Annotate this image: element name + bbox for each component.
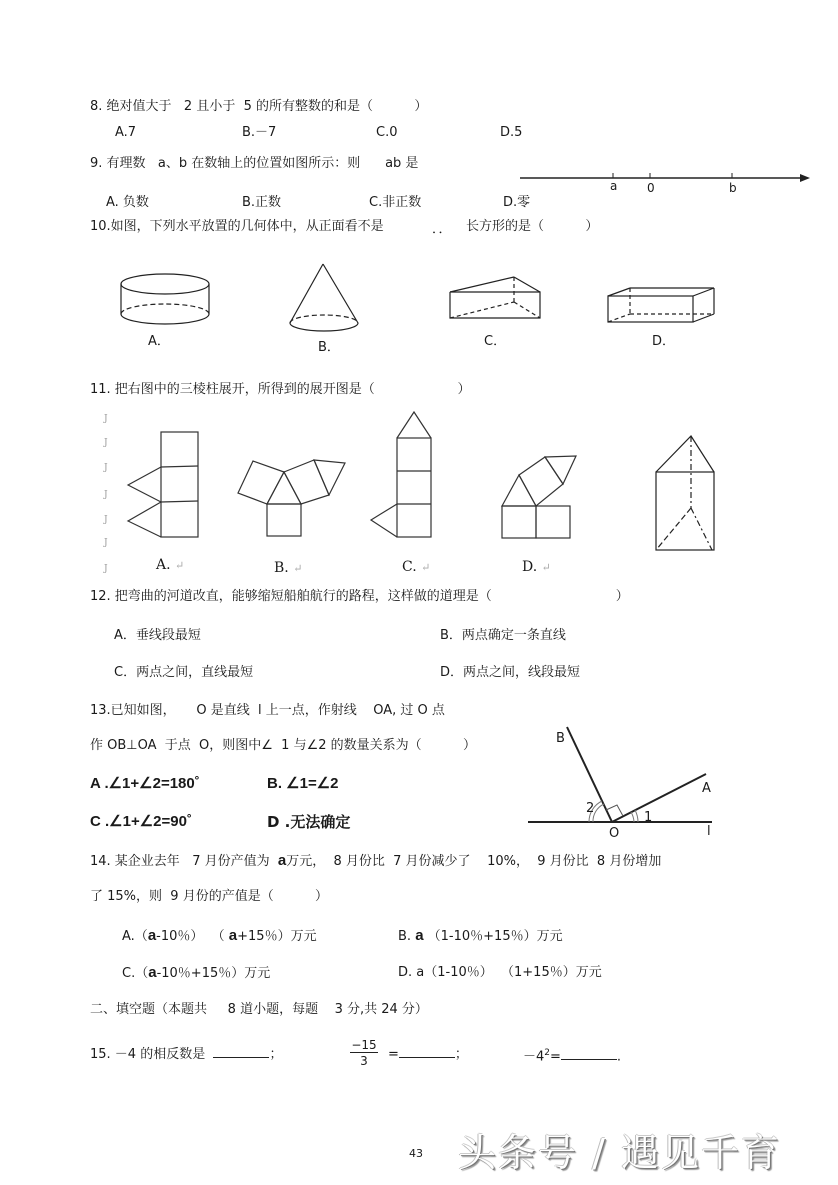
q14-option-a: A.（a-10％） （ a+15％）万元 [122, 927, 317, 944]
question-8-stem: 8. 绝对值大于 2 且小于 5 的所有整数的和是（ ） [90, 99, 428, 114]
q13-option-d: D .无法确定 [267, 813, 351, 831]
fraction-denominator: 3 [360, 1054, 368, 1068]
section-2-heading: 二、填空题（本题共 8 道小题，每题 3 分,共 24 分） [90, 1002, 428, 1017]
question-9-stem: 9. 有理数 a、b 在数轴上的位置如图所示：则 ab 是 [90, 156, 419, 171]
question-13-stem-line1: 13.已知如图， O 是直线 l 上一点，作射线 OA, 过 O 点 [90, 703, 445, 718]
question-15-part3: $-4^2=$ . [523, 1048, 622, 1065]
q9-option-b: B.正数 [242, 195, 282, 210]
q10-figure-label-c: C． [484, 334, 507, 349]
figure-label-o: O [609, 826, 620, 841]
number-line-label-b: b [729, 181, 737, 195]
number-line-label-a: a [610, 179, 618, 193]
q9-option-c: C.非正数 [369, 195, 422, 210]
triangular-prism-figure [448, 276, 548, 336]
answer-blank-3[interactable] [561, 1047, 617, 1060]
q13-option-c: C .∠1+∠2=90˚ [90, 813, 192, 830]
watermark: 头条号 / 遇见千育 [458, 1131, 781, 1175]
q14-option-d: D. a（1-10％） （1+15％）万元 [398, 965, 602, 980]
question-11-stem: 11. 把右图中的三棱柱展开，所得到的展开图是（ ） [90, 382, 471, 397]
fraction-numerator: −15 [351, 1038, 377, 1052]
question-10-stem-part1: 10.如图，下列水平放置的几何体中，从正面看不是 [90, 219, 384, 234]
fraction [350, 1038, 378, 1069]
q11-figure-label-a: A. ↵ [156, 557, 185, 573]
question-15-part1: 15. －4 的相反数是 ； [90, 1047, 283, 1062]
answer-blank-1[interactable] [213, 1045, 269, 1058]
question-10-stem-part2: 长方形的是（ ） [466, 219, 599, 234]
q9-option-a: A. 负数 [106, 195, 149, 210]
q12-option-d: D．两点之间，线段最短 [440, 665, 581, 680]
triangular-prism-reference-figure [654, 434, 724, 554]
q13-option-a: A .∠1+∠2=180˚ [90, 775, 200, 792]
q12-option-b: B．两点确定一条直线 [440, 628, 566, 643]
paragraph-mark: J [104, 463, 108, 473]
question-13-stem-line2: 作 OB⊥OA 于点 O，则图中∠ 1 与∠2 的数量关系为（ ） [90, 738, 476, 753]
q8-option-b: B.－7 [242, 125, 277, 140]
figure-label-l: l [707, 824, 711, 839]
q11-figure-label-d: D. ↵ [522, 559, 551, 575]
q9-option-d: D.零 [503, 195, 531, 210]
question-14-stem-line1: 14. 某企业去年 7 月份产值为 a万元， 8 月份比 7 月份减少了 10%， 9 月份比 8 月份增加 [90, 852, 662, 869]
paragraph-mark: J [104, 414, 108, 424]
answer-blank-2[interactable] [399, 1045, 455, 1058]
net-b-figure [236, 456, 356, 546]
question-15-part2: = ； [388, 1047, 468, 1062]
net-a-figure [126, 430, 206, 545]
net-d-figure [500, 456, 590, 546]
number-line-figure [518, 168, 818, 198]
q11-figure-label-c: C. ↵ [402, 559, 431, 575]
q11-figure-label-b: B. ↵ [274, 560, 303, 576]
question-12-stem: 12. 把弯曲的河道改直，能够缩短船舶航行的路程，这样做的道理是（ ） [90, 589, 629, 604]
paragraph-mark: J [104, 490, 108, 500]
cylinder-figure [118, 272, 218, 342]
q13-option-b: B. ∠1=∠2 [267, 775, 339, 792]
q10-figure-label-b: B． [318, 340, 340, 355]
question-14-stem-line2: 了 15%，则 9 月份的产值是（ ） [90, 889, 329, 904]
q14-option-c: C.（a-10％+15％）万元 [122, 964, 271, 981]
paragraph-mark: J [104, 538, 108, 548]
paragraph-mark: J [104, 564, 108, 574]
paragraph-mark: J [104, 438, 108, 448]
figure-label-angle-1: 1 [644, 810, 653, 825]
q10-figure-label-d: D． [652, 334, 676, 349]
figure-label-b: B [556, 731, 565, 746]
q10-figure-label-a: A． [148, 334, 170, 349]
rectangular-prism-figure [606, 286, 726, 336]
emphasis-dots: ．． [432, 222, 452, 237]
figure-label-angle-2: 2 [586, 801, 595, 816]
number-line-label-zero: 0 [647, 181, 655, 195]
page-number: 43 [409, 1147, 423, 1160]
arrow-icon [800, 174, 810, 182]
q12-option-a: A．垂线段最短 [114, 628, 201, 643]
q14-option-b: B. a （1-10％+15％）万元 [398, 927, 563, 944]
net-c-figure [369, 410, 439, 540]
figure-label-a: A [702, 781, 711, 796]
paragraph-mark: J [104, 515, 108, 525]
cone-figure [287, 262, 367, 337]
q8-option-c: C.0 [376, 125, 398, 140]
q8-option-d: D.5 [500, 125, 523, 140]
q12-option-c: C．两点之间，直线最短 [114, 665, 254, 680]
q8-option-a: A.7 [115, 125, 137, 140]
